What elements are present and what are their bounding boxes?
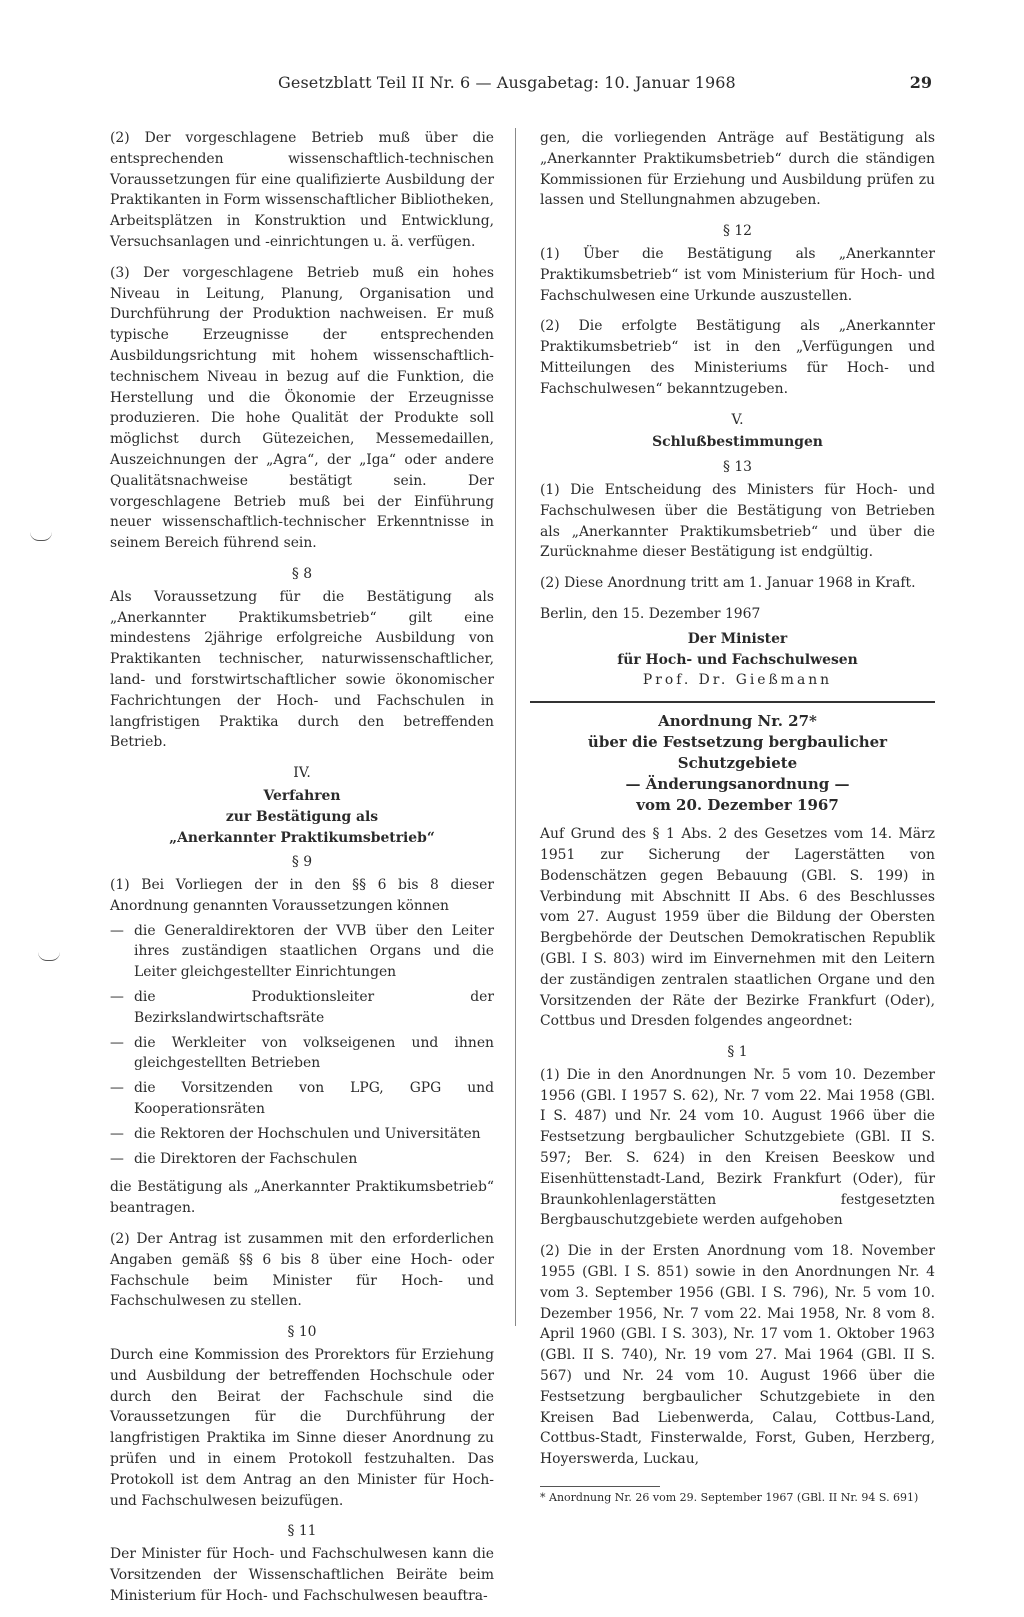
paragraph: (1) Bei Vorliegen der in den §§ 6 bis 8 dieser Anordnung genannten Voraussetzungen können [110, 877, 494, 914]
paragraph: (2) Die erfolgte Bestätigung als „Anerkannter Praktikumsbetrieb“ ist in den „Verfügungen und Mitteilungen des Ministeriums für Hoch- und Fachschulwesen“ bekanntzugeben. [540, 318, 935, 397]
paragraph: (2) Diese Anordnung tritt am 1. Januar 1968 in Kraft. [540, 575, 916, 592]
chapter-heading: Schlußbestimmungen [652, 434, 823, 451]
paragraph: (2) Der Antrag ist zusammen mit den erforderlichen Angaben gemäß §§ 6 bis 8 über eine Hoch- oder Fachschule beim Minister für Hoch- und Fachschulwesen zu stellen. [110, 1231, 494, 1310]
page-number: 29 [909, 73, 932, 92]
margin-mark-icon [30, 532, 52, 541]
margin-mark-icon [38, 952, 60, 961]
list-item: — die Generaldirektoren der VVB über den Leiter ihres zuständigen staatlichen Organs und die Leiter gleichgestellter Einrichtungen [110, 922, 494, 981]
footnote: * Anordnung Nr. 26 vom 29. September 1967 (GBl. II Nr. 94 S. 691) [540, 1491, 919, 1505]
authority-list [110, 921, 494, 1170]
section-number: § 1 [727, 1044, 748, 1061]
signer-title: Der Minister [687, 630, 788, 647]
paragraph: (2) Die in der Ersten Anordnung vom 18. November 1955 (GBl. I S. 851) sowie in den Anordnungen Nr. 4 vom 3. September 1956 (GBl. I S. 796), Nr. 5 vom 10. Dezember 1956, Nr. 7 vom 22. Mai 1958, Nr. 8 vom 8. April 1960 (GBl. I S. 303), Nr. 17 vom 1. Oktober 1963 (GBl. II S. 740), Nr. 19 vom 27. Mai 1964 (GBl. II S. 567) und Nr. 24 vom 10. August 1966 über die Festsetzung bergbaulicher Schutzgebiete in den Kreisen Bad Liebenwerda, Calau, Cottbus-Land, Cottbus-Stadt, Finsterwalde, Forst, Guben, Herzberg, Hoyerswerda, Luckau, [540, 1243, 935, 1468]
page-header [110, 73, 932, 95]
list-item: — die Werkleiter von volkseigenen und ihnen gleichgestellten Betrieben [110, 1034, 494, 1072]
section-number: § 12 [722, 223, 753, 240]
chapter-number: IV. [293, 765, 311, 782]
chapter-number: V. [731, 411, 744, 428]
paragraph: Durch eine Kommission des Prorektors für Erziehung und Ausbildung der betreffenden Hochschule oder durch den Beirat der Fachschule sind die Voraussetzungen für die Durchführung der langfristigen Praktika im Sinne dieser Anordnung zu prüfen und in einem Protokoll festzuhalten. Das Protokoll ist dem Antrag an den Minister für Hoch- und Fachschulwesen beizufügen. [110, 1347, 494, 1509]
section-number: § 8 [291, 565, 313, 582]
column-divider [515, 128, 516, 1326]
paragraph: Als Voraussetzung für die Bestätigung als „Anerkannter Praktikumsbetrieb“ gilt eine mindestens 2jährige erfolgreiche Ausbildung von Praktikanten technischer, naturwissenschaftlicher, land- und forstwirtschaftlicher sowie ökonomischer Fachrichtungen der Hoch- und Fachschulen in langfristigen Praktika durch den betreffenden Betrieb. [110, 588, 494, 751]
date-line: Berlin, den 15. Dezember 1967 [540, 605, 761, 622]
list-item: — die Produktionsleiter der Bezirkslandwirtschaftsräte [110, 989, 494, 1026]
chapter-heading: Verfahren [263, 787, 341, 804]
list-item: — die Direktoren der Fachschulen [110, 1150, 358, 1167]
ordinance-title: Anordnung Nr. 27* [658, 712, 817, 731]
section-number: § 9 [291, 854, 313, 871]
left-column [110, 128, 494, 1617]
header-title: Gesetzblatt Teil II Nr. 6 — Ausgabetag: 10. Januar 1968 [278, 73, 736, 92]
signer-title: für Hoch- und Fachschulwesen [617, 651, 858, 668]
list-item: — die Vorsitzenden von LPG, GPG und Kooperationsräten [110, 1080, 494, 1118]
ordinance-title: über die Festsetzung bergbaulicher Schutzgebiete [587, 733, 888, 773]
paragraph: (1) Die in den Anordnungen Nr. 5 vom 10. Dezember 1956 (GBl. I 1957 S. 62), Nr. 7 vom 22. Mai 1958 (GBl. I S. 487) und Nr. 24 vom 10. August 1966 über die Festsetzung bergbaulicher Schutzgebiete (GBl. II S. 597; Ber. S. 624) in den Kreisen Beeskow und Eisenhüttenstadt-Land, Bezirk Frankfurt (Oder), für Braunkohlenlagerstätten festgesetzten Bergbauschutzgebiete werden aufgehoben [540, 1066, 935, 1229]
paragraph: (1) Über die Bestätigung als „Anerkannter Praktikumsbetrieb“ ist vom Ministerium für Hoch- und Fachschulwesen eine Urkunde auszustellen. [540, 245, 935, 304]
horizontal-rule [530, 701, 935, 703]
ordinance-title: — Änderungsanordnung — [625, 775, 850, 794]
ordinance-date: vom 20. Dezember 1967 [636, 796, 839, 815]
list-item: — die Rektoren der Hochschulen und Universitäten [110, 1125, 481, 1142]
signer-name: Prof. Dr. Gießmann [642, 672, 833, 689]
footnote-rule [540, 1486, 660, 1487]
paragraph: Auf Grund des § 1 Abs. 2 des Gesetzes vom 14. März 1951 zur Sicherung der Lagerstätten von Bodenschätzen gegen Bebauung (GBl. S. 199) in Verbindung mit Abschnitt II Abs. 6 des Beschlusses vom 27. August 1959 über die Bildung der Obersten Bergbehörde der Deutschen Demokratischen Republik (GBl. I S. 803) wird im Einvernehmen mit den Leitern der zuständigen zentralen staatlichen Organe und den Vorsitzenden der Räte der Bezirke Frankfurt (Oder), Cottbus und Dresden folgendes angeordnet: [540, 826, 935, 1030]
section-number: § 10 [287, 1324, 317, 1341]
paragraph: die Bestätigung als „Anerkannter Praktikumsbetrieb“ beantragen. [110, 1179, 494, 1217]
paragraph: (2) Der vorgeschlagene Betrieb muß über die entsprechenden wissenschaftlich-technischen Voraussetzungen für eine qualifizierte Ausbildung der Praktikanten in Form wissenschaftlicher Bibliotheken, Arbeitsplätzen in Konstruktion und Entwicklung, Versuchsanlagen und -einrichtungen u. ä. verfügen. [110, 130, 494, 250]
paragraph: (3) Der vorgeschlagene Betrieb muß ein hohes Niveau in Leitung, Planung, Organisation und Durchführung der Produktion nachweisen. Er muß typische Erzeugnisse der entsprechenden Ausbildungsrichtung mit hohem wissenschaftlich-technischem Niveau in bezug auf die Funktion, die Herstellung und die Ökonomie der Erzeugnisse produzieren. Die hohe Qualität der Produkte soll möglichst durch Gütezeichen, Messemedaillen, Auszeichnungen der „Agra“, der „Iga“ oder andere Qualitätsnachweise bestätigt sein. Der vorgeschlagene Betrieb muß bei der Einführung neuer wissenschaftlich-technischer Erkenntnisse in seinem Bereich führend sein. [110, 264, 494, 552]
section-number: § 11 [287, 1523, 317, 1540]
chapter-heading: „Anerkannter Praktikumsbetrieb“ [169, 829, 435, 846]
paragraph: Der Minister für Hoch- und Fachschulwesen kann die Vorsitzenden der Wissenschaftlichen Beiräte beim Ministerium für Hoch- und Fachschulwesen beauftra- [110, 1546, 494, 1604]
chapter-heading: zur Bestätigung als [225, 808, 379, 825]
right-column [540, 128, 935, 1505]
paragraph: gen, die vorliegenden Anträge auf Bestätigung als „Anerkannter Praktikumsbetrieb“ durch die ständigen Kommissionen für Erziehung und Ausbildung prüfen zu lassen und Stellungnahmen abzugeben. [540, 130, 935, 209]
section-number: § 13 [722, 459, 753, 476]
paragraph: (1) Die Entscheidung des Ministers für Hoch- und Fachschulwesen über die Bestätigung von Betrieben als „Anerkannter Praktikumsbetrieb“ und über die Zurücknahme dieser Bestätigung ist endgültig. [540, 481, 935, 561]
